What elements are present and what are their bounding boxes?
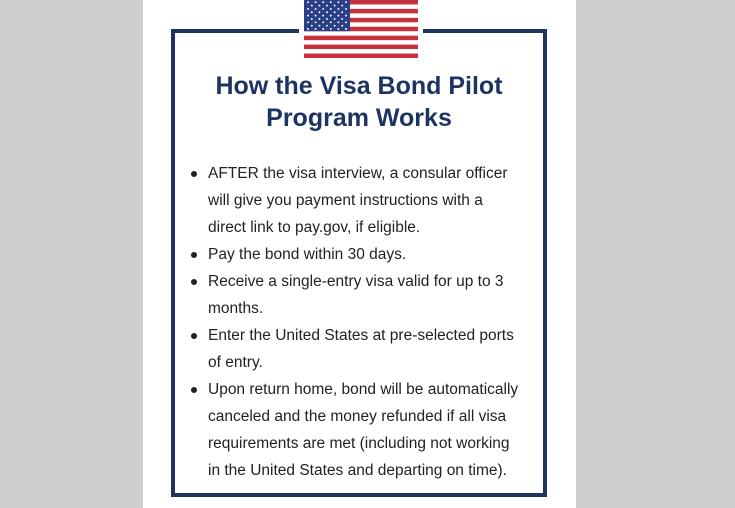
flag-star [334, 5, 336, 7]
list-item-text: AFTER the visa interview, a consular officer [208, 165, 508, 182]
flag-star [334, 11, 336, 13]
list-item-text: months. [208, 300, 264, 317]
list-item [191, 268, 543, 322]
document-page [143, 0, 576, 508]
bullet-dot-icon [191, 171, 197, 177]
list-item [191, 241, 543, 268]
flag-star [311, 11, 313, 13]
flag-star [334, 25, 336, 27]
list-item-text: in the United States and departing on time). [208, 462, 507, 479]
flag-star [311, 25, 313, 27]
list-item-text: of entry. [208, 354, 263, 371]
flag-star [326, 11, 328, 13]
flag-star [330, 28, 332, 30]
flag-star [311, 5, 313, 7]
list-item-text: direct link to pay.gov, if eligible. [208, 219, 421, 236]
flag-star [322, 21, 324, 23]
list-item-text: Enter the United States at pre-selected ports [208, 327, 514, 344]
list-item [191, 376, 543, 484]
flag-star [341, 18, 343, 20]
flag-star [330, 8, 332, 10]
flag-star [341, 5, 343, 7]
bullet-list [191, 160, 543, 484]
list-item-text: Upon return home, bond will be automatically [208, 381, 519, 398]
flag-star [345, 21, 347, 23]
flag-star [307, 8, 309, 10]
flag-star [307, 1, 309, 3]
list-item-text: Receive a single-entry visa valid for up to 3 [208, 273, 504, 290]
flag-star [307, 21, 309, 23]
title-line-1: How the Visa Bond Pilot [215, 72, 503, 100]
flag-star [345, 15, 347, 17]
us-flag-icon [304, 0, 418, 58]
flag-star [341, 25, 343, 27]
flag-star [337, 15, 339, 17]
list-item [191, 322, 543, 376]
flag-star [322, 8, 324, 10]
flag-star [337, 28, 339, 30]
bullet-dot-icon [191, 387, 197, 393]
flag-star [322, 15, 324, 17]
flag-star [330, 21, 332, 23]
list-item-text: will give you payment instructions with a [208, 192, 483, 209]
flag-star [330, 1, 332, 3]
flag-star [330, 15, 332, 17]
flag-star [337, 1, 339, 3]
list-item-text: requirements are met (including not working [208, 435, 510, 452]
bullet-dot-icon [191, 333, 197, 339]
flag-star [326, 5, 328, 7]
page-title [171, 70, 547, 134]
flag-container [299, 0, 423, 58]
list-item [191, 160, 543, 241]
flag-star [326, 25, 328, 27]
flag-star [337, 21, 339, 23]
title-line-2: Program Works [266, 104, 452, 132]
flag-star [345, 28, 347, 30]
flag-star [326, 18, 328, 20]
flag-star [315, 15, 317, 17]
flag-star [318, 25, 320, 27]
flag-star [311, 18, 313, 20]
flag-star [318, 18, 320, 20]
flag-star [318, 11, 320, 13]
list-item-text: Pay the bond within 30 days. [208, 246, 407, 263]
flag-star [337, 8, 339, 10]
flag-star [318, 5, 320, 7]
bullet-dot-icon [191, 279, 197, 285]
flag-star [315, 21, 317, 23]
flag-star [334, 18, 336, 20]
flag-star [322, 1, 324, 3]
flag-star [315, 1, 317, 3]
flag-star [315, 28, 317, 30]
flag-star [315, 8, 317, 10]
flag-star [307, 15, 309, 17]
flag-star [345, 1, 347, 3]
flag-star [307, 28, 309, 30]
bullet-dot-icon [191, 252, 197, 258]
flag-star [341, 11, 343, 13]
flag-star [322, 28, 324, 30]
flag-star [345, 8, 347, 10]
list-item-text: canceled and the money refunded if all visa [208, 408, 507, 425]
